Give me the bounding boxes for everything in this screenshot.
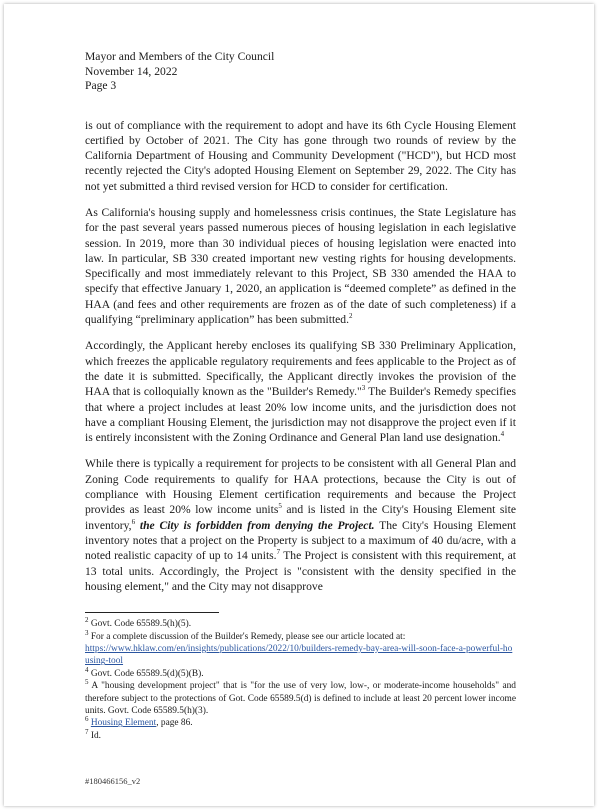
footnote-number: 3	[85, 628, 89, 637]
footnote-7	[85, 727, 516, 742]
footnote-number: 7	[85, 727, 89, 736]
footnote-ref: 3	[361, 384, 366, 393]
footnote-text: Govt. Code 65589.5(h)(5).	[88, 619, 192, 630]
letter-header	[85, 50, 516, 94]
document-page	[4, 4, 594, 806]
footnote-ref: 7	[276, 548, 281, 557]
paragraph-text: and is listed in the City's Housing Element site inventory,	[85, 503, 516, 532]
footnotes	[85, 615, 516, 742]
footnote-text: Id.	[88, 730, 101, 741]
letter-date: November 14, 2022	[85, 64, 178, 78]
recipient: Mayor and Members of the City Council	[85, 50, 275, 63]
footnote-6	[85, 717, 516, 729]
paragraph-1: is out of compliance with the requirement to adopt and have its 6th Cycle Housing Element certified by October of 2021. The City has gone through two rounds of review by the California Department of Housing and Community Development ("HCD"), but HCD most recently rejected the City's adopted Housing Element on September 29, 2022. The City has not yet submitted a third revised version for HCD to consider for certification.	[85, 118, 516, 193]
footnote-number: 6	[85, 715, 89, 724]
document-id: #180466156_v2	[85, 776, 141, 787]
footnote-ref: 4	[500, 430, 505, 439]
footnote-number: 2	[85, 615, 89, 624]
paragraph-text: The Builder's Remedy specifies that where a project includes at least 20% low income units, and the jurisdiction does not have a compliant Housing Element, the jurisdiction may not disapprove the project even if it is entirely inconsistent with the Zoning Ordinance and General Plan land use designation.	[85, 385, 516, 445]
paragraph-2	[85, 205, 516, 327]
footnote-divider	[85, 612, 219, 613]
paragraph-text: As California's housing supply and homelessness crisis continues, the State Legislature has for the past several years passed numerous pieces of housing legislation in each legislative session. In 2019, more than 30 individual pieces of housing legislation were enacted into law. In particular, SB 330 created important new vesting rights for housing developments. Specifically and most immediately relevant to this Project, SB 330 amended the HAA to specify that effective January 1, 2020, an application is “deemed complete” as defined in the HAA (and fees and other requirements are frozen as of the date of such completeness) if a qualifying “preliminary application” has been submitted.	[85, 205, 516, 327]
footnote-text: , page 86.	[156, 718, 193, 729]
paragraph-text: The Project is consistent with this requirement, at 13 total units. Accordingly, the Project is "consistent with the density specified in the housing element," and the City may not disapprove	[85, 549, 517, 593]
page-column	[85, 50, 516, 786]
footnote-5	[85, 680, 516, 717]
footnote-number: 5	[85, 678, 89, 687]
article-link[interactable]: https://www.hklaw.com/en/insights/publications/2022/10/builders-remedy-bay-area-will-soon-face-a-powerful-housing-tool	[85, 643, 513, 667]
footnote-ref: 2	[349, 312, 353, 321]
housing-element-link[interactable]: Housing Element	[90, 718, 157, 729]
footnote-ref: 5	[278, 502, 282, 511]
footnote-text: For a complete discussion of the Builder's Remedy, please see our article located at:	[88, 631, 406, 642]
emphasis-text: the City is forbidden from denying the Project.	[135, 518, 375, 532]
paragraph-text: Accordingly, the Applicant hereby encloses its qualifying SB 330 Preliminary Application, which freezes the applicable regulatory requirements and fees applicable to the Project as of the date it is submitted. Specifically, the Applicant directly invokes the provision of the HAA that is colloquially known as the "Builder's Remedy."	[85, 339, 516, 399]
paragraph-text: While there is typically a requirement for projects to be consistent with all General Plan and Zoning Code requirements to qualify for HAA protections, because the City is out of compliance with Housing Element certification requirements and because the Project provides as least 20% low income units	[85, 457, 516, 517]
footnote-number: 4	[85, 665, 89, 674]
footnote-text: Govt. Code 65589.5(d)(5)(B).	[88, 668, 204, 679]
footnote-text: A "housing development project" that is "for the use of very low, low-, or moderate-income households" and therefore subject to the protections of Got. Code 65589.5(d) is defined to include at least 20 percent lower income units. Govt. Code 65589.5(h)(3).	[85, 681, 516, 716]
page-number: Page 3	[85, 79, 117, 92]
footnote-4	[85, 665, 516, 680]
footnote-2	[85, 615, 516, 630]
footnote-3	[85, 628, 516, 668]
paragraph-4	[85, 456, 516, 594]
paragraph-text: The City's Housing Element inventory notes that a project on the Property is subject to a maximum of 40 du/acre, with a noted realistic capacity of up to 14 units.	[85, 518, 516, 563]
footnote-ref: 6	[131, 517, 136, 526]
paragraph-3	[85, 338, 516, 445]
